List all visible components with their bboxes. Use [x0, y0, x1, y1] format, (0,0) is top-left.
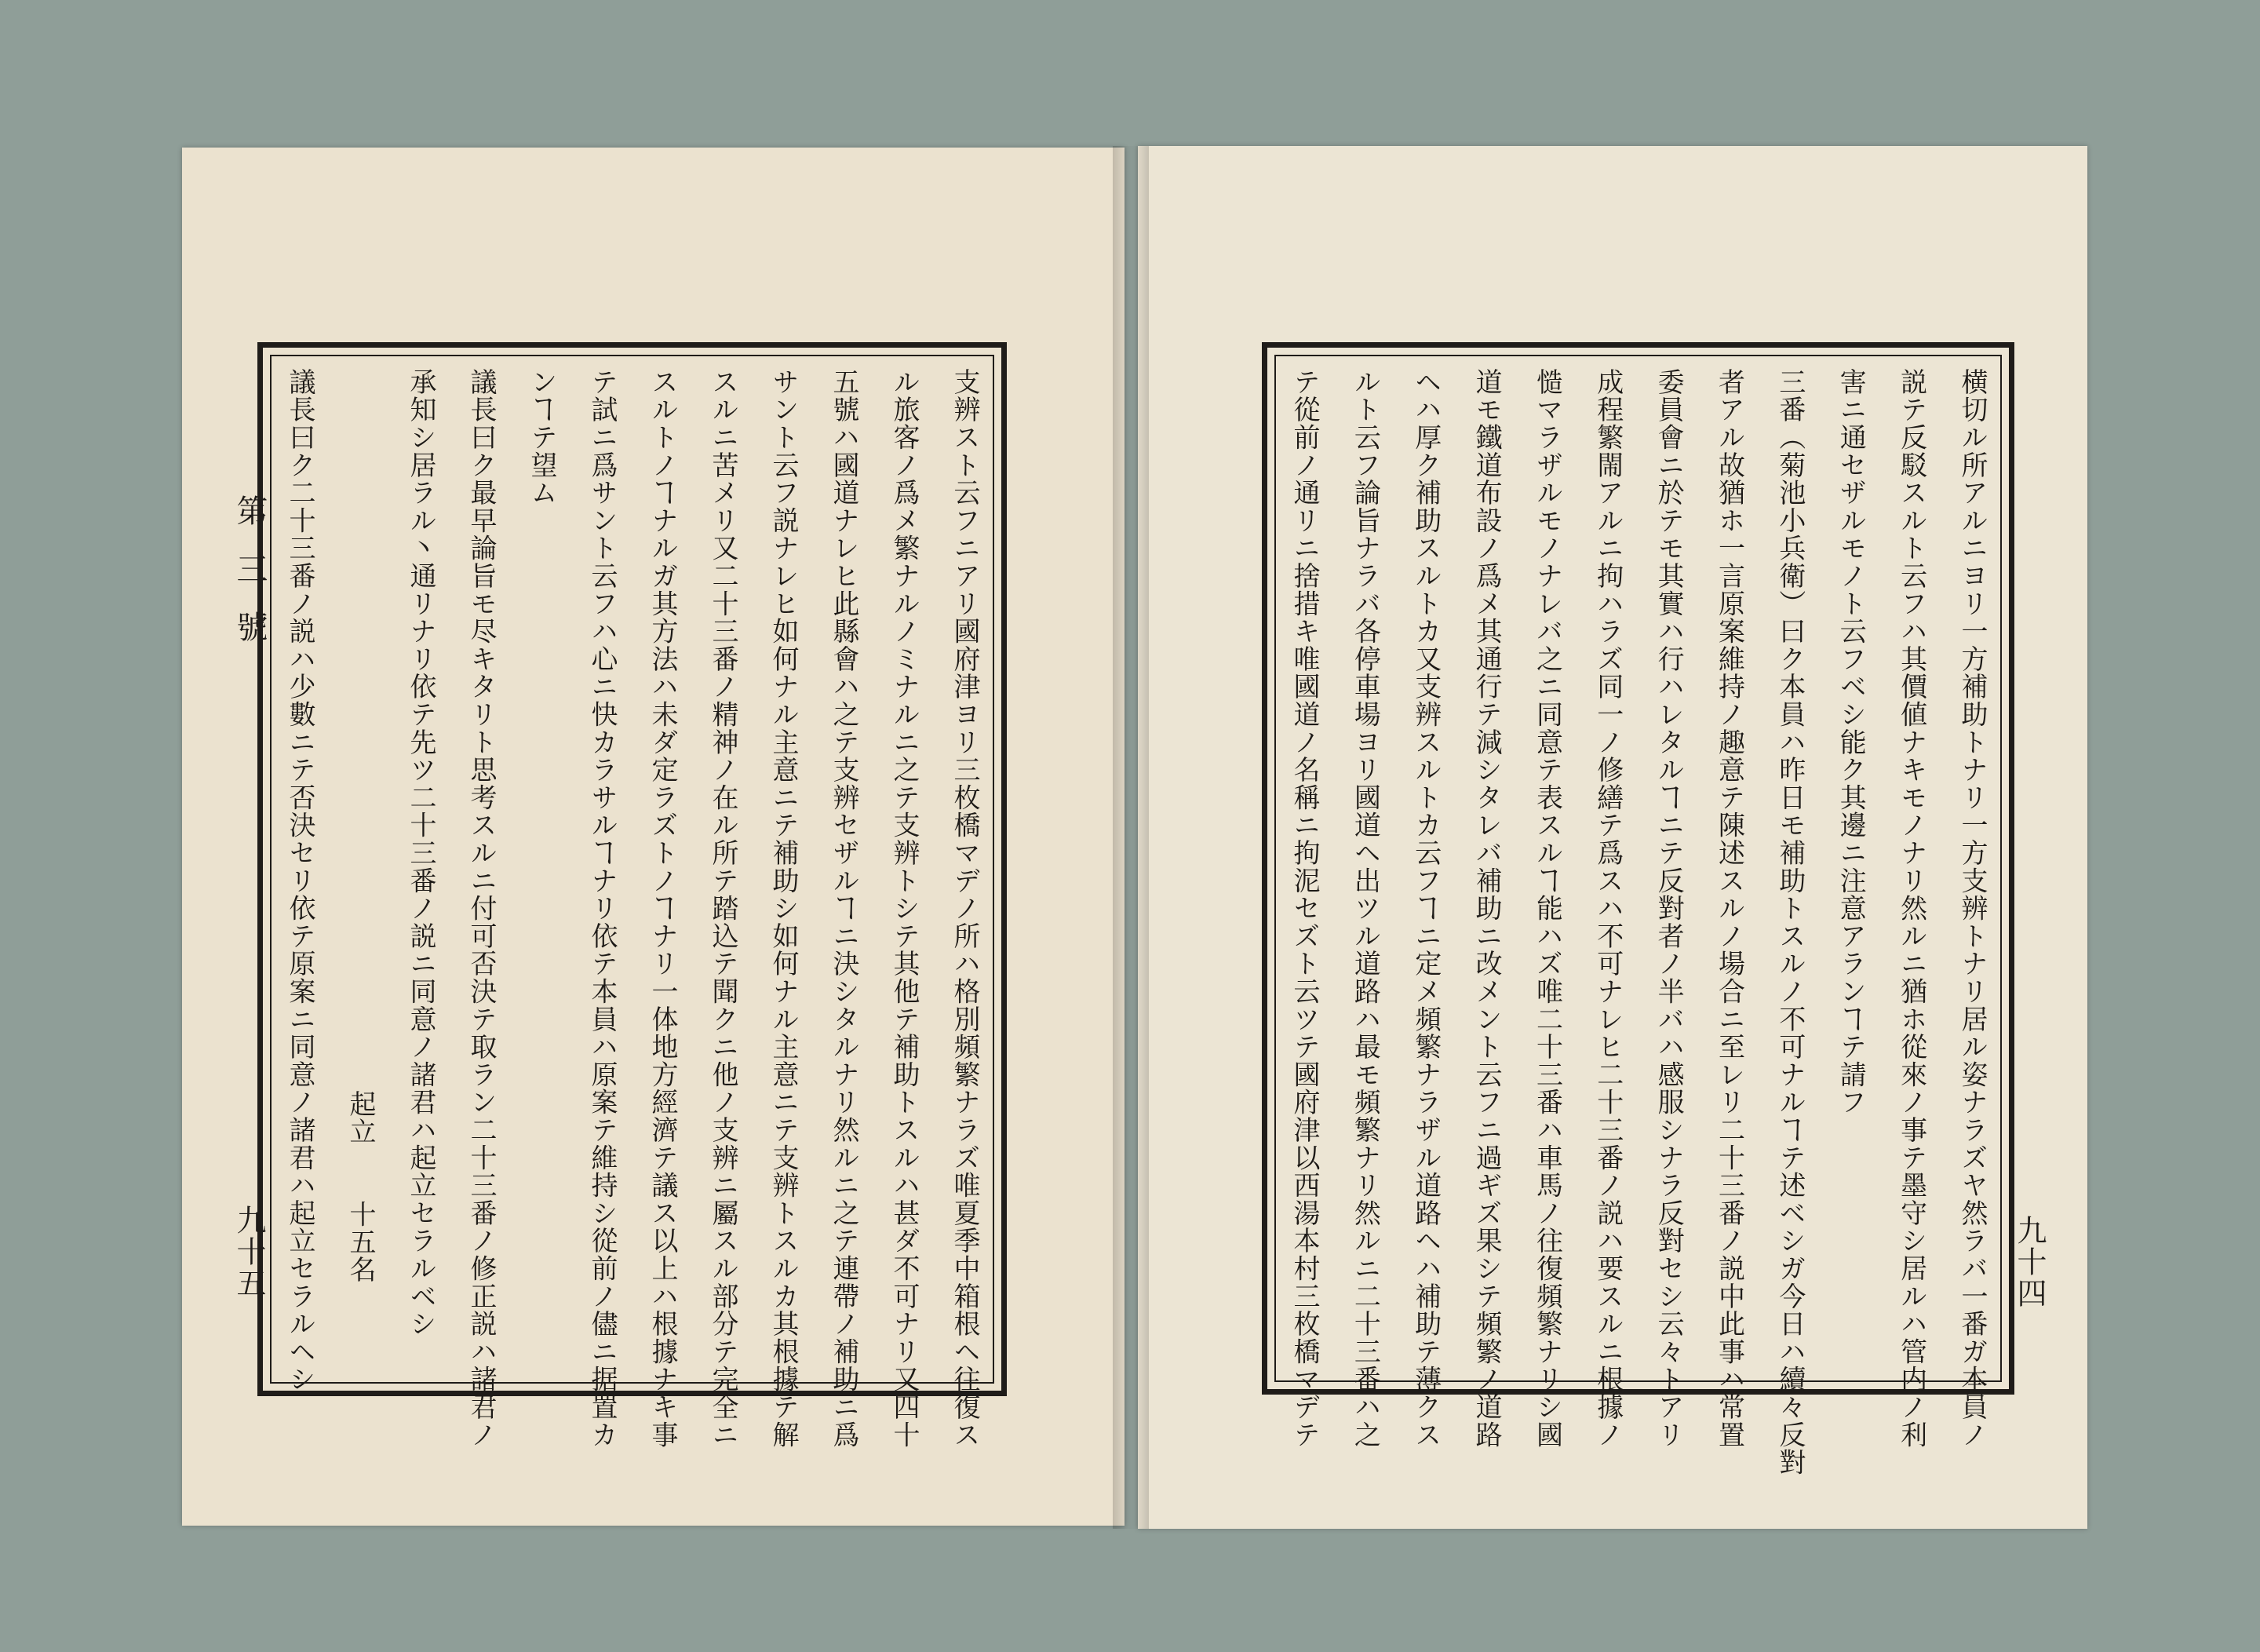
text-column: テ試ニ爲サント云フハ心ニ快カラサルヿナリ依テ本員ハ原案テ維持シ從前ノ儘ニ据置カ [586, 368, 618, 1449]
text-column: 成程繁閙アルニ拘ハラズ同一ノ修繕テ爲スハ不可ナレヒ二十三番ノ説ハ要スルニ根據ノ [1591, 368, 1624, 1449]
text-column: ンヿテ望ム [526, 368, 557, 507]
text-column: スルトノヿナルガ其方法ハ未ダ定ラズトノヿナリ一体地方經濟テ議ス以上ハ根據ナキ事 [647, 368, 678, 1449]
text-column: 説テ反駁スルト云フハ其價値ナキモノナリ然ルニ猶ホ從來ノ事テ墨守シ居ルハ管内ノ利 [1895, 368, 1927, 1449]
text-column: 者アル故猶ホ一言原案維持ノ趣意テ陳述スルノ場合ニ至レリ二十三番ノ説中此事ハ常置 [1713, 368, 1745, 1449]
left-text-block [284, 368, 980, 1449]
text-column: ル旅客ノ爲メ繁ナルノミナルニ之テ支辨トシテ其他テ補助トスルハ甚ダ不可ナリ又四十 [888, 368, 920, 1449]
left-page-number: 九十五 [231, 1205, 266, 1299]
left-text-frame [257, 342, 1007, 1449]
right-text-frame [1262, 342, 2014, 1476]
text-column: 支辨スト云フニアリ國府津ヨリ三枚橋マデノ所ハ格別頻繁ナラズ唯夏季中箱根ヘ往復ス [949, 368, 980, 1449]
tally-label: 起立 [344, 1090, 376, 1146]
running-head: 第三號 [231, 494, 268, 669]
text-column: 議長曰ク二十三番ノ説ハ少數ニテ否決セリ依テ原案ニ同意ノ諸君ハ起立セラルヘシ [284, 368, 315, 1394]
book-gutter [1113, 146, 1149, 1529]
text-column: ヘハ厚ク補助スルトカ又支辨スルトカ云フヿニ定メ頻繁ナラザル道路ヘハ補助テ薄クス [1409, 368, 1442, 1449]
text-column: 害ニ通セザルモノト云フベシ能ク其邊ニ注意アランヿテ請フ [1835, 368, 1867, 1117]
text-column: 横切ル所アルニヨリ一方補助トナリ一方支辨トナリ居ル姿ナラズヤ然ラバ一番ガ本員ノ [1956, 368, 1988, 1449]
text-column: 五號ハ國道ナレヒ此縣會ハ之テ支辨セザルヿニ決シタルナリ然ルニ之テ連帶ノ補助ニ爲 [828, 368, 859, 1449]
text-column: テ從前ノ通リニ捨措キ唯國道ノ名稱ニ拘泥セズト云ツテ國府津以西湯本村三枚橋マデテ [1289, 368, 1320, 1449]
text-column: 承知シ居ラル丶通リナリ依テ先ツ二十三番ノ説ニ同意ノ諸君ハ起立セラルベシ [405, 368, 436, 1338]
text-column: スルニ苦メリ又二十三番ノ精神ノ在ル所テ踏込テ聞クニ他ノ支辨ニ屬スル部分テ完全ニ [707, 368, 738, 1449]
text-column: サント云フ説ナレヒ如何ナル主意ニテ補助シ如何ナル主意ニテ支辨トスルカ其根據テ解 [767, 368, 799, 1449]
vote-tally-column [344, 368, 376, 1370]
text-column: 慥マラザルモノナレバ之ニ同意テ表スルヿ能ハズ唯二十三番ハ車馬ノ往復頻繁ナリシ國 [1531, 368, 1563, 1449]
text-column: 委員會ニ於テモ其實ハ行ハレタルヿニテ反對者ノ半バハ感服シナラ反對セシ云々トアリ [1653, 368, 1685, 1449]
text-column: 議長曰ク最早論旨モ尽キタリト思考スルニ付可否決テ取ラン二十三番ノ修正説ハ諸君ノ [465, 368, 497, 1449]
right-text-block [1289, 368, 1988, 1476]
text-column: 道モ鐵道布設ノ爲メ其通行テ減シタレバ補助ニ改メント云フニ過ギズ果シテ頻繁ノ道路 [1471, 368, 1503, 1449]
right-page-number: 九十四 [2012, 1215, 2047, 1309]
tally-count: 十五名 [344, 1200, 376, 1284]
text-column: 三番（菊池小兵衛）曰ク本員ハ昨日モ補助トスルノ不可ナルヿテ述ベシガ今日ハ續々反對 [1773, 368, 1806, 1476]
text-column: ルト云フ論旨ナラバ各停車場ヨリ國道ヘ出ツル道路ハ最モ頻繁ナリ然ルニ二十三番ハ之 [1349, 368, 1381, 1449]
